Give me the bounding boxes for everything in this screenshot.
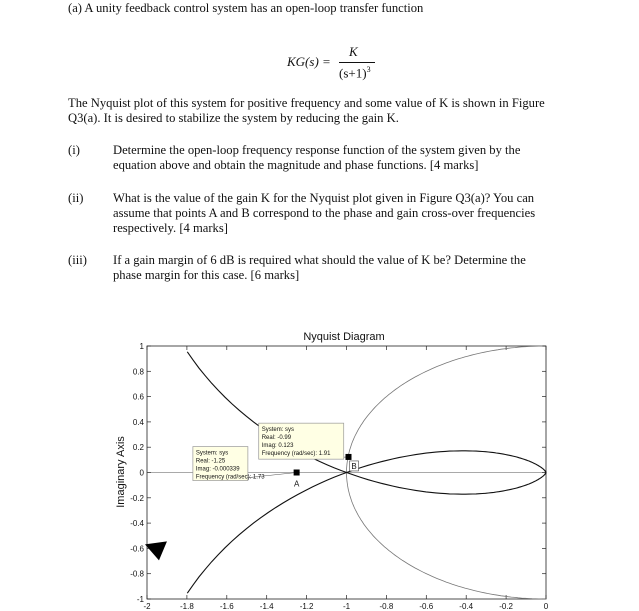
datatip-line: Frequency (rad/sec): 1.73 [195, 474, 265, 481]
x-tick-label: -1 [342, 602, 351, 611]
y-tick-label: 0.2 [132, 443, 144, 453]
plot-marks [145, 423, 359, 560]
y-tick-label: -0.4 [130, 519, 144, 529]
transfer-function-equation [287, 44, 407, 84]
y-tick-label: -0.8 [130, 569, 144, 579]
problem-line-2: Q3(a). It is desired to stabilize the system by reducing the gain K. [68, 111, 399, 125]
question-intro: (a) A unity feedback control system has an open-loop transfer function [68, 1, 424, 15]
datatip-line: Imag: 0.123 [261, 443, 294, 450]
part-text [113, 253, 598, 283]
chart-title: Nyquist Diagram [303, 331, 385, 343]
part-line: Determine the open-loop frequency response function of the system given by the [113, 143, 521, 157]
part-line: respectively. [4 marks] [113, 221, 228, 235]
x-tick-label: -0.8 [379, 602, 394, 611]
equation-lhs: KG(s) = [287, 54, 331, 69]
denominator-exponent: 3 [366, 65, 371, 74]
part-line: equation above and obtain the magnitude and phase functions. [4 marks] [113, 158, 479, 172]
point-a-marker [294, 470, 300, 476]
y-tick-label: -1 [136, 595, 144, 604]
part-line: If a gain margin of 6 dB is required what should the value of K be? Determine the [113, 253, 526, 267]
part-line: assume that points A and B correspond to the phase and gain cross-over frequencies [113, 206, 536, 220]
equation-denominator [339, 65, 371, 81]
x-tick-label: 0 [543, 602, 549, 611]
datatip-line: System: sys [195, 450, 229, 457]
part-line: What is the value of the gain K for the Nyquist plot given in Figure Q3(a)? You can [113, 191, 535, 205]
x-tick-label: -1.8 [180, 602, 194, 611]
y-axis-label: Imaginary Axis [115, 436, 127, 508]
x-tick-label: -1.6 [219, 602, 234, 611]
x-tick-label: -0.4 [459, 602, 474, 611]
point-b-label: B [351, 461, 357, 471]
y-tick-label: 1 [139, 342, 144, 351]
datatip-line: Imag: -0.000339 [195, 466, 240, 473]
x-tick-label: -1.2 [299, 602, 314, 611]
problem-line-1: The Nyquist plot of this system for positive frequency and some value of K is shown in Figure [68, 96, 545, 110]
point-b-marker [345, 454, 351, 460]
datatip-line: Real: -1.25 [195, 458, 226, 465]
y-tick-label: -0.6 [130, 544, 144, 554]
denominator-base: (s+1) [339, 65, 367, 81]
y-tick-label: -0.2 [130, 493, 144, 503]
direction-arrow [145, 541, 167, 560]
datatip-line: Frequency (rad/sec): 1.91 [261, 451, 331, 458]
y-tick-label: 0.6 [132, 392, 144, 402]
datatip-line: System: sys [261, 427, 295, 434]
part-label: (i) [68, 143, 80, 157]
point-a-label: A [293, 479, 300, 489]
part-text [113, 191, 598, 236]
part-text [113, 143, 598, 173]
x-tick-label: -1.4 [259, 602, 274, 611]
part-label: (iii) [68, 253, 87, 267]
x-tick-label: -0.2 [499, 602, 513, 611]
nyquist-chart [0, 320, 639, 611]
x-tick-label: -0.6 [419, 602, 434, 611]
fraction-bar [339, 62, 375, 63]
part-label: (ii) [68, 191, 84, 205]
part-line: phase margin for this case. [6 marks] [113, 268, 300, 282]
problem-statement [68, 96, 598, 126]
y-tick-label: 0.4 [132, 417, 144, 427]
x-tick-label: -2 [143, 602, 151, 611]
datatip-line: Real: -0.99 [261, 435, 292, 442]
y-tick-label: 0.8 [132, 367, 144, 377]
equation-numerator: K [349, 44, 358, 59]
y-tick-label: 0 [139, 468, 144, 478]
